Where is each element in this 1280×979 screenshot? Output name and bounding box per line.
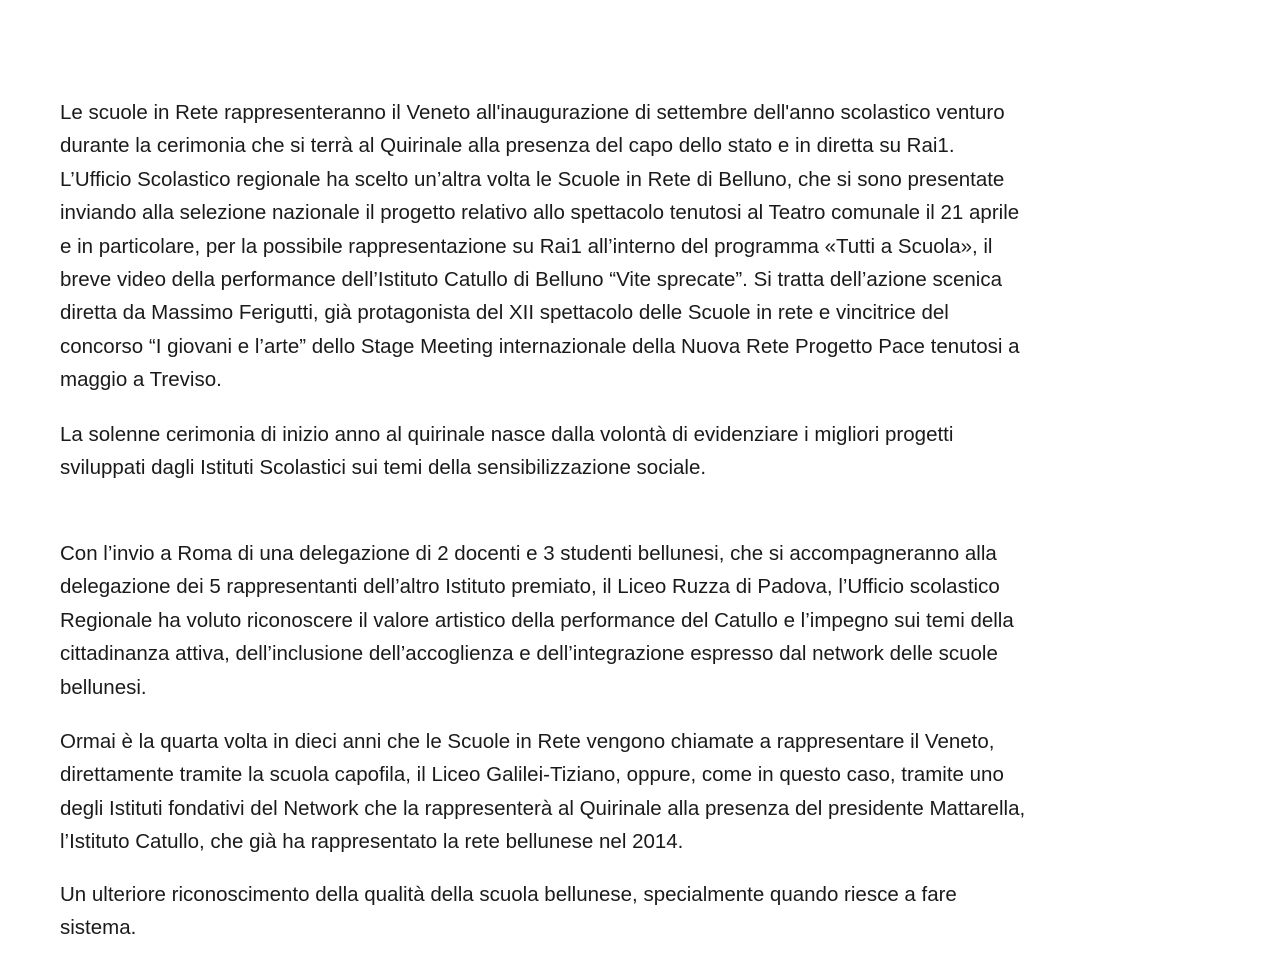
paragraph-line: inviando alla selezione nazionale il progetto relativo allo spettacolo tenutosi al Teatro comunale il 21 aprile xyxy=(60,201,1020,225)
paragraph-line: Ormai è la quarta volta in dieci anni che le Scuole in Rete vengono chiamate a rappresentare il Veneto, xyxy=(60,730,995,753)
paragraph-line: durante la cerimonia che si terrà al Quirinale alla presenza del capo dello stato e in diretta su Rai1. xyxy=(60,134,955,158)
paragraph-line: bellunesi. xyxy=(60,675,147,699)
paragraph-1 xyxy=(60,96,1220,397)
paragraph-4 xyxy=(60,725,1220,859)
paragraph-line: diretta da Massimo Ferigutti, già protagonista del XII spettacolo delle Scuole in rete e vincitrice del xyxy=(60,301,949,325)
paragraph-line: degli Istituti fondativi del Network che la rappresenterà al Quirinale alla presenza del presidente Mattarella, xyxy=(60,796,1026,820)
paragraph-line: sviluppati dagli Istituti Scolastici sui temi della sensibilizzazione sociale. xyxy=(60,456,707,480)
paragraph-line: maggio a Treviso. xyxy=(60,368,222,392)
paragraph-5 xyxy=(60,878,1220,945)
document-page xyxy=(60,0,1220,979)
paragraph-line: Un ulteriore riconoscimento della qualità della scuola bellunese, specialmente quando riesce a fare xyxy=(60,883,957,906)
paragraph-line: cittadinanza attiva, dell’inclusione dell’accoglienza e dell’integrazione espresso dal network delle scuole xyxy=(60,642,998,666)
paragraph-line: delegazione dei 5 rappresentanti dell’altro Istituto premiato, il Liceo Ruzza di Padova, l’Ufficio scolastico xyxy=(60,575,1000,599)
paragraph-line: direttamente tramite la scuola capofila, il Liceo Galilei-Tiziano, oppure, come in questo caso, tramite uno xyxy=(60,763,1004,787)
paragraph-2 xyxy=(60,418,1220,485)
paragraph-line: concorso “I giovani e l’arte” dello Stage Meeting internazionale della Nuova Rete Progetto Pace tenutosi a xyxy=(60,334,1020,358)
paragraph-line: Regionale ha voluto riconoscere il valore artistico della performance del Catullo e l’impegno sui temi della xyxy=(60,608,1014,632)
paragraph-line: Con l’invio a Roma di una delegazione di 2 docenti e 3 studenti bellunesi, che si accompagneranno alla xyxy=(60,542,997,565)
paragraph-line: l’Istituto Catullo, che già ha rappresentato la rete bellunese nel 2014. xyxy=(60,830,684,854)
paragraph-line: L’Ufficio Scolastico regionale ha scelto un’altra volta le Scuole in Rete di Belluno, che si sono presentate xyxy=(60,167,1005,191)
paragraph-line: sistema. xyxy=(60,916,137,940)
paragraph-line: breve video della performance dell’Istituto Catullo di Belluno “Vite sprecate”. Si tratta dell’azione scenica xyxy=(60,267,1002,291)
paragraph-3 xyxy=(60,537,1220,704)
paragraph-line: Le scuole in Rete rappresenteranno il Veneto all'inaugurazione di settembre dell'anno scolastico venturo xyxy=(60,101,1005,124)
paragraph-line: La solenne cerimonia di inizio anno al quirinale nasce dalla volontà di evidenziare i migliori progetti xyxy=(60,423,954,446)
paragraph-line: e in particolare, per la possibile rappresentazione su Rai1 all’interno del programma «Tutti a Scuola», il xyxy=(60,234,993,258)
